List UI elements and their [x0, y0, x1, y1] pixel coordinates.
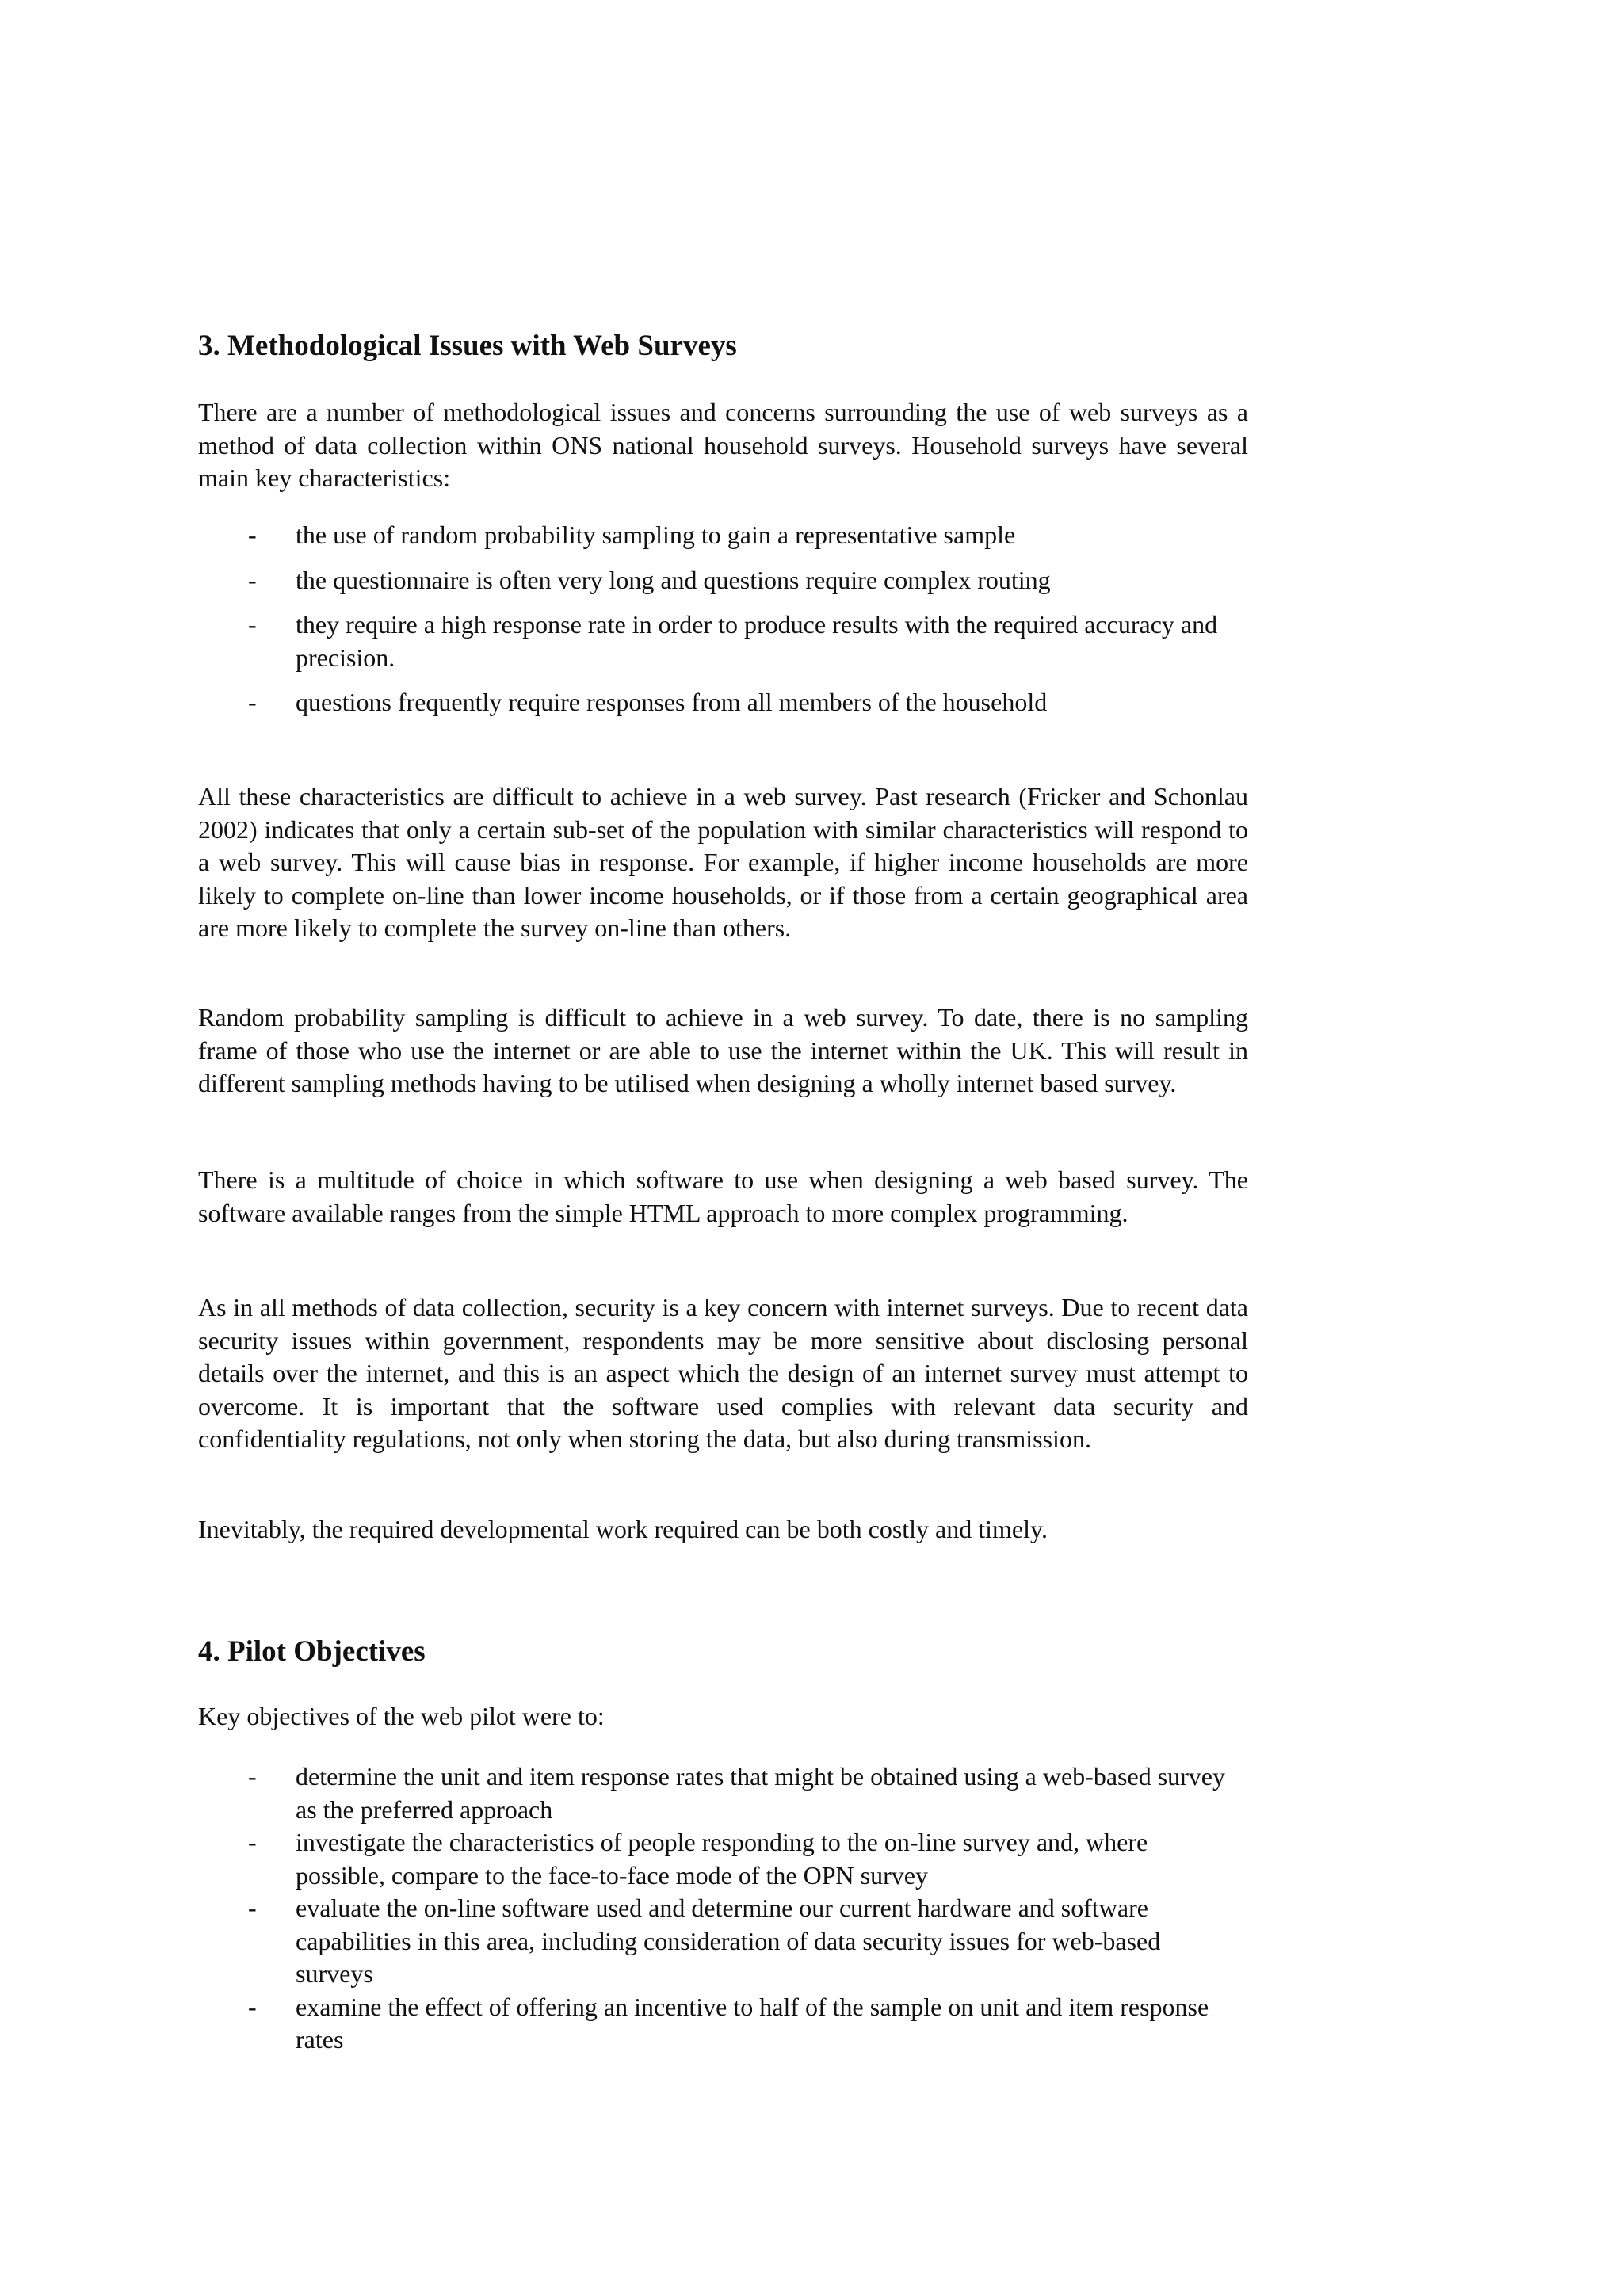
section-4-heading: 4. Pilot Objectives [198, 1635, 426, 1668]
bullet-dash: - [248, 1992, 257, 2021]
list-item [198, 686, 1248, 719]
section-3-paragraph-4: As in all methods of data collection, security is a key concern with internet surveys. Due to recent data security issues within government, respondents may be more sensitive about disclosing personal details over the internet, and this is an aspect which the design of an internet survey must attempt to overcome. It is important that the software used complies with relevant data security and confidentiality regulations, not only when storing the data, but also during transmission. [198, 1293, 1248, 1453]
document-page [198, 0, 1248, 2296]
section-4-intro: Key objectives of the web pilot were to: [198, 1702, 605, 1730]
bullet-dash: - [248, 1894, 257, 1922]
bullet-text: determine the unit and item response rates that might be obtained using a web-based survey as the preferred approach [296, 1762, 1225, 1824]
section-3-bullet-list [198, 519, 1248, 731]
bullet-text: investigate the characteristics of people responding to the on-line survey and, where possible, compare to the face-to-face mode of the OPN survey [296, 1828, 1148, 1890]
list-item [198, 564, 1248, 597]
section-4-bullet-list [198, 1760, 1236, 2057]
list-item [198, 519, 1248, 552]
list-item [198, 1826, 1236, 1892]
bullet-dash: - [248, 1828, 257, 1856]
bullet-dash: - [248, 610, 257, 639]
bullet-text: they require a high response rate in order to produce results with the required accuracy and precision. [296, 610, 1218, 672]
section-3-paragraph-3: There is a multitude of choice in which software to use when designing a web based survey. The software available ranges from the simple HTML approach to more complex programming. [198, 1165, 1248, 1227]
list-item [198, 1892, 1236, 1991]
list-item [198, 1991, 1236, 2057]
bullet-text: the questionnaire is often very long and questions require complex routing [296, 565, 1051, 594]
list-item [198, 1760, 1236, 1826]
list-item [198, 608, 1248, 674]
section-3-paragraph-5: Inevitably, the required developmental work required can be both costly and timely. [198, 1515, 1048, 1543]
bullet-dash: - [248, 521, 257, 549]
section-3-paragraph-1: All these characteristics are difficult to achieve in a web survey. Past research (Fricker and Schonlau 2002) indicates that only a certain sub-set of the population with similar characteristics will respond to a web survey. This will cause bias in response. For example, if higher income households are more likely to complete on-line than lower income households, or if those from a certain geographical area are more likely to complete the survey on-line than others. [198, 782, 1248, 942]
bullet-dash: - [248, 688, 257, 716]
section-3-intro: There are a number of methodological issues and concerns surrounding the use of web surveys as a method of data collection within ONS national household surveys. Household surveys have several main key characteristics: [198, 398, 1248, 492]
bullet-dash: - [248, 1762, 257, 1791]
bullet-text: examine the effect of offering an incentive to half of the sample on unit and item response rates [296, 1992, 1209, 2054]
bullet-dash: - [248, 565, 257, 594]
bullet-text: evaluate the on-line software used and determine our current hardware and software capabilities in this area, including consideration of data security issues for web-based surveys [296, 1894, 1161, 1988]
section-3-paragraph-2: Random probability sampling is difficult to achieve in a web survey. To date, there is no sampling frame of those who use the internet or are able to use the internet within the UK. This will result in different sampling methods having to be utilised when designing a wholly internet based survey. [198, 1003, 1248, 1097]
section-3-heading: 3. Methodological Issues with Web Surveys [198, 330, 737, 362]
bullet-text: questions frequently require responses from all members of the household [296, 688, 1048, 716]
bullet-text: the use of random probability sampling to gain a representative sample [296, 521, 1016, 549]
